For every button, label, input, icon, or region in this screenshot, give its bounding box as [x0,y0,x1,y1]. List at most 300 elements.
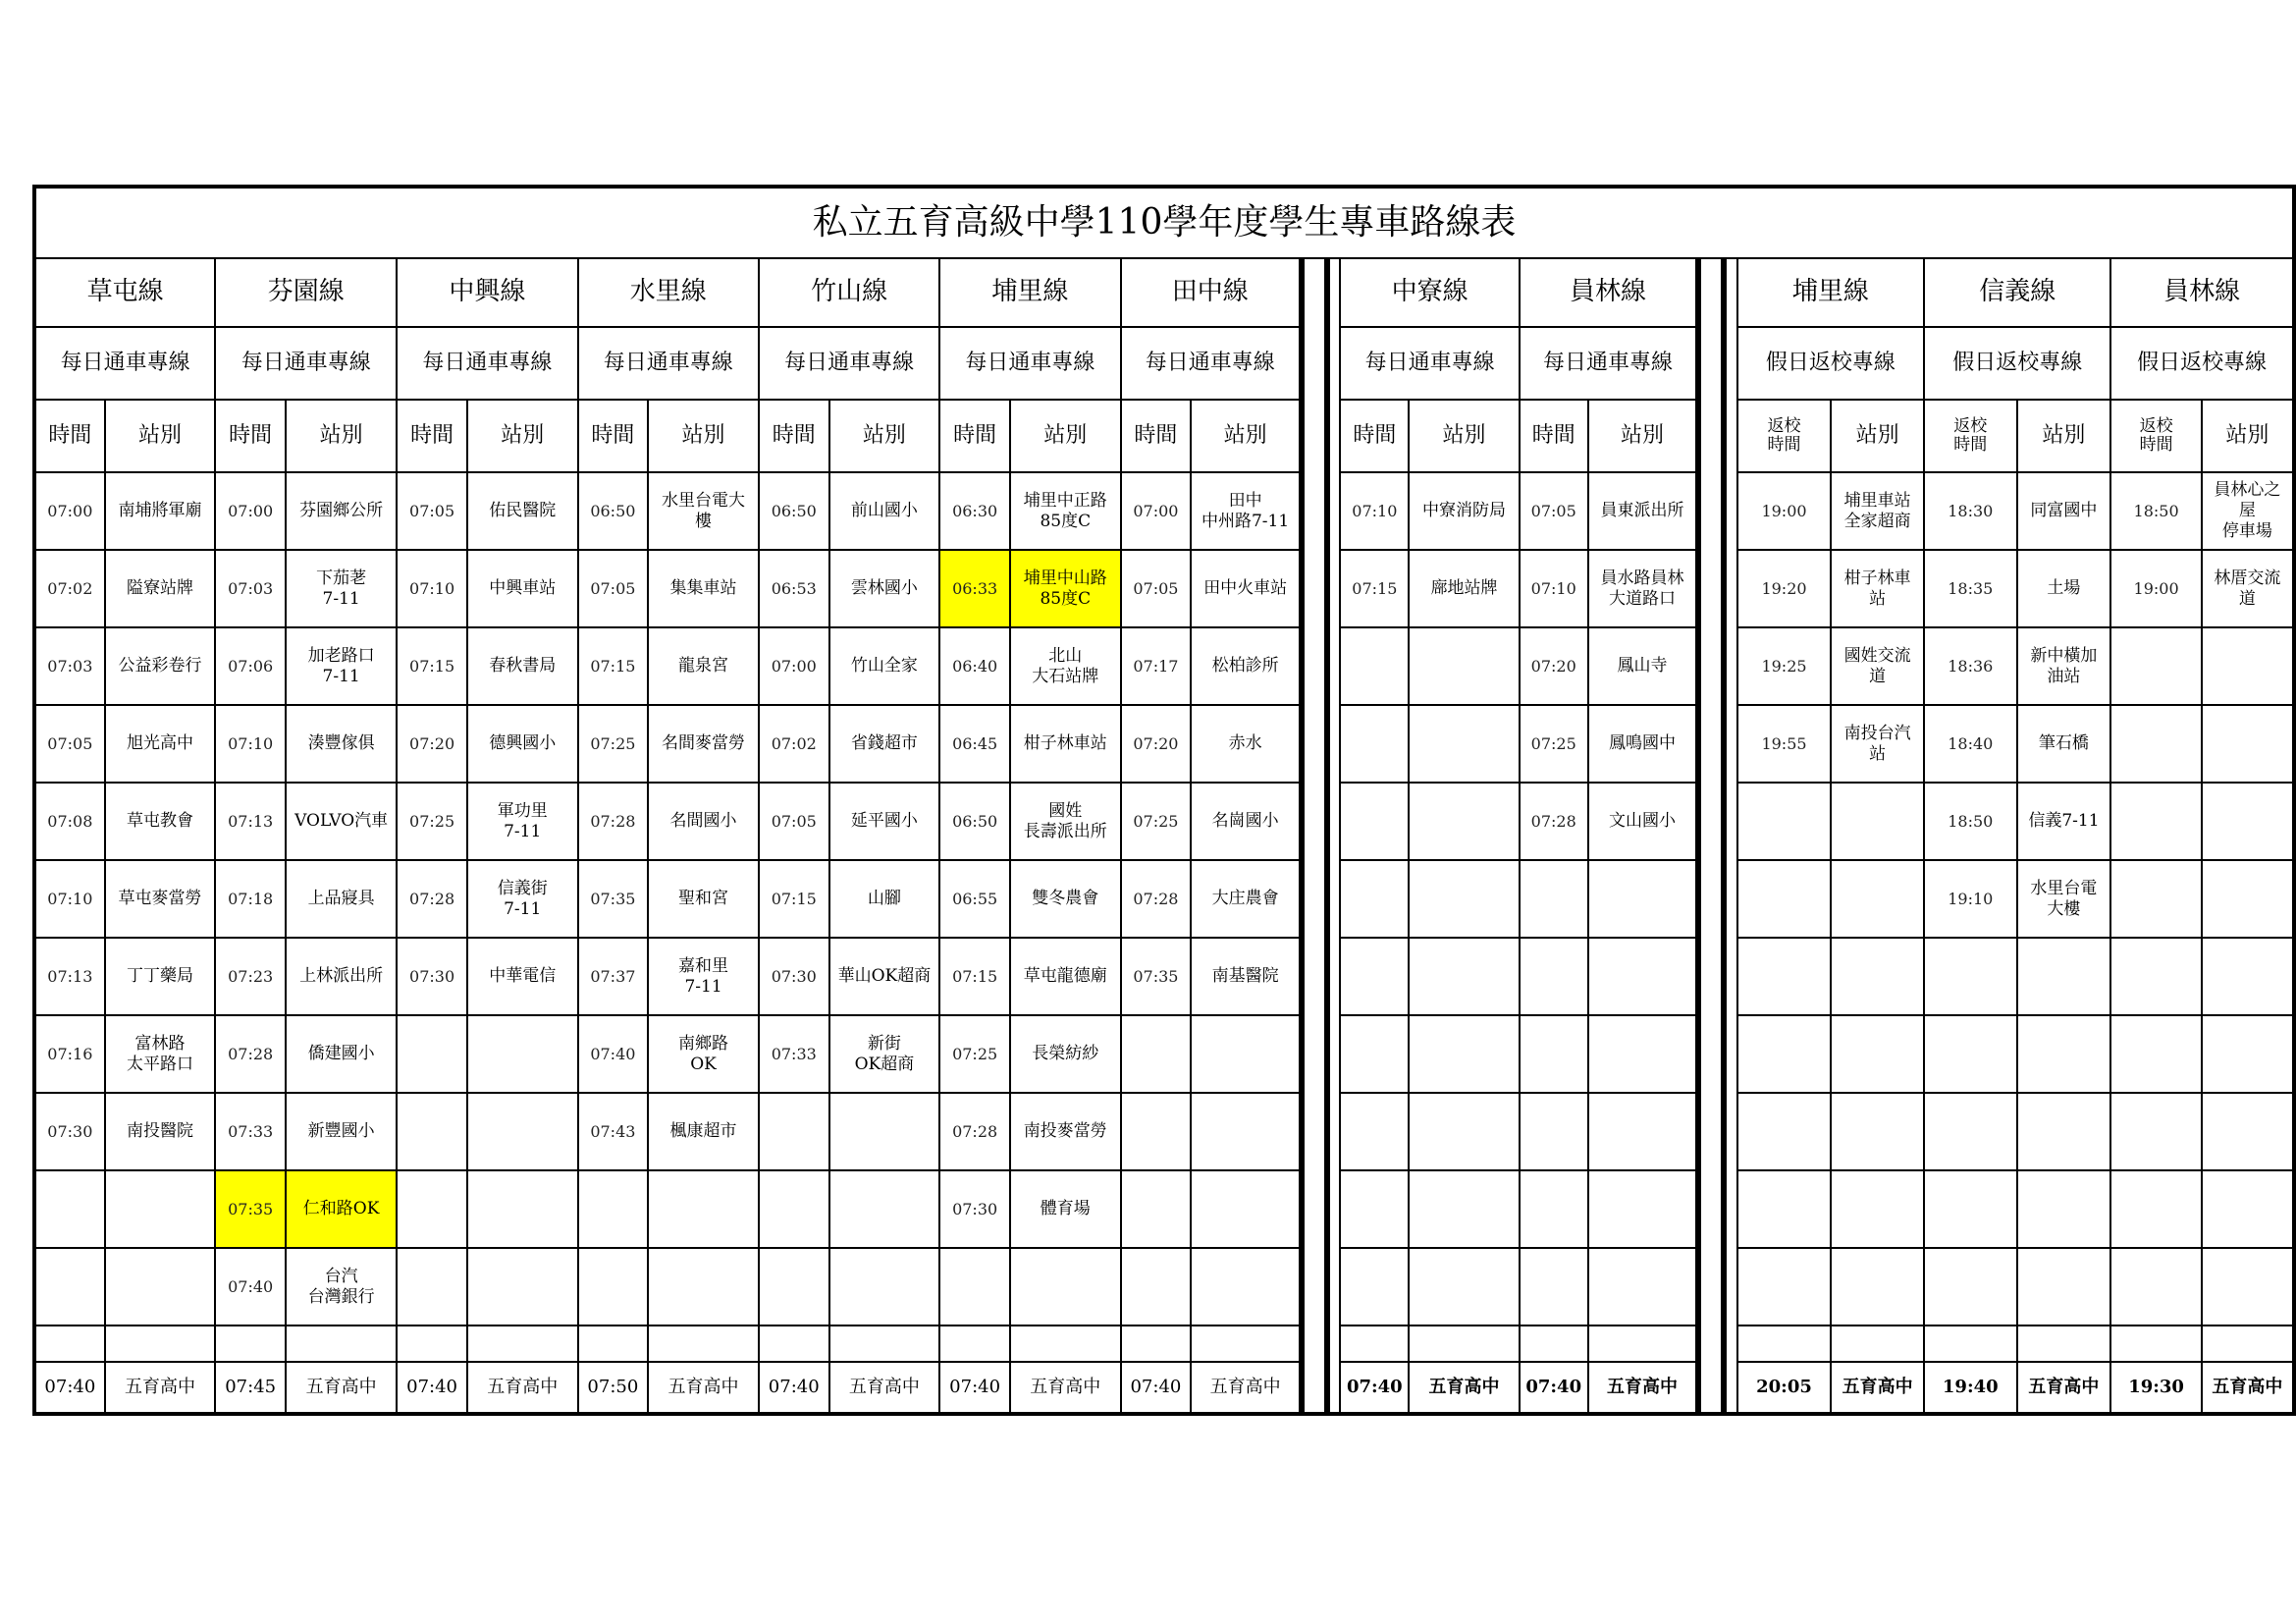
stop-name-line: 名間國小 [669,811,737,832]
stop-name-cell [1588,783,1699,860]
departure-time-cell [578,1170,649,1248]
stop-name-line: 隘寮站牌 [127,578,194,599]
stop-name-line: 員水路員林 [1600,568,1684,588]
route-name-row [34,258,2294,327]
stop-name-cell [105,1093,216,1170]
departure-time-cell: 18:30 [1924,472,2016,550]
stop-name-line: 山腳 [867,889,901,909]
schedule-row [34,627,2294,705]
departure-time-cell: 06:50 [759,472,829,550]
stop-name-cell [1588,550,1699,627]
stop-name-cell [1010,550,1121,627]
stop-name-cell [1010,705,1121,783]
stop-name-cell [467,627,578,705]
stop-name-line: 鳳鳴國中 [1608,733,1676,754]
stop-name-cell [2017,860,2111,938]
stop-name-line: 大樓 [2047,898,2081,919]
stop-name-cell [1409,550,1520,627]
schedule-row [34,550,2294,627]
route-name: 埔里線 [1737,258,1924,327]
stop-name-line: 員林心之 [2214,480,2281,501]
stop-name-line: 延平國小 [850,811,918,832]
stop-name-line: 仁和路OK [302,1199,380,1219]
stop-name-cell [286,705,397,783]
arrival-stop-cell: 五育高中 [1010,1362,1121,1414]
stop-name-line: 7-11 [504,898,542,919]
departure-time-cell [2110,1093,2201,1170]
time-column-header: 時間 [1340,400,1409,472]
stop-name-cell [1191,472,1302,550]
stop-name-line: 全家超商 [1843,511,1911,531]
stop-name-cell [2017,1170,2111,1248]
stop-name-cell [648,783,759,860]
stop-name-cell [2202,472,2294,550]
departure-time-cell: 07:10 [1520,550,1588,627]
departure-time-cell: 07:28 [397,860,467,938]
stop-name-line: 草屯龍德廟 [1023,966,1107,987]
stop-name-cell [1409,1248,1520,1325]
departure-time-cell: 18:50 [1924,783,2016,860]
stop-name-line: 道 [2238,588,2256,609]
stop-name-line: 龍泉宮 [678,656,729,676]
departure-time-cell: 19:25 [1737,627,1831,705]
stop-name-cell [1010,1170,1121,1248]
stop-name-line: 柑子林車站 [1023,733,1107,754]
stop-name-cell [286,1248,397,1325]
departure-time-cell [1520,1248,1588,1325]
stop-name-line: 信義街 [497,878,548,898]
departure-time-cell [1121,1015,1192,1093]
departure-time-cell [34,1248,105,1325]
stop-name-line: 鳳山寺 [1617,656,1668,676]
stop-name-line: 前山國小 [850,501,918,521]
arrival-time-cell: 07:40 [34,1362,105,1414]
route-type: 假日返校專線 [1737,327,1924,400]
stop-name-line: 草屯麥當勞 [118,889,202,909]
arrival-stop-cell: 五育高中 [1831,1362,1924,1414]
stop-name-line: 佑民醫院 [489,501,557,521]
stop-name-line: 長榮紡紗 [1032,1044,1099,1064]
stop-name-line: 筆石橋 [2038,733,2089,754]
stop-name-line: 新街 [867,1033,901,1054]
stop-name-cell [2017,627,2111,705]
route-type: 每日通車專線 [1121,327,1302,400]
page-title: 私立五育高級中學110學年度學生專車路線表 [34,187,2294,258]
return-time-header-line: 返校 [1953,416,1988,437]
departure-time-cell [1121,1093,1192,1170]
arrival-stop-cell: 五育高中 [1588,1362,1699,1414]
stop-name-cell [1010,472,1121,550]
stop-name-cell [2202,783,2294,860]
arrival-stop-cell: 五育高中 [829,1362,940,1414]
departure-time-cell: 07:37 [578,938,649,1015]
stop-name-line: 南埔將軍廟 [118,501,202,521]
departure-time-cell: 07:10 [34,860,105,938]
stop-name-cell [2202,1093,2294,1170]
departure-time-cell: 07:20 [1121,705,1192,783]
stop-name-cell [1831,550,1924,627]
route-name: 中寮線 [1340,258,1519,327]
departure-time-cell: 07:00 [34,472,105,550]
group-divider [1698,258,1724,1414]
arrival-stop-cell: 五育高中 [2017,1362,2111,1414]
stop-name-cell [1409,627,1520,705]
stop-name-cell [829,472,940,550]
stop-column-header: 站別 [1409,400,1520,472]
blank-cell [1121,1325,1192,1362]
stop-name-line: 大石站牌 [1032,666,1099,686]
stop-name-line: 土場 [2047,578,2081,599]
stop-name-cell [648,550,759,627]
return-time-header-line: 時間 [1767,435,1801,455]
departure-time-cell [2110,705,2201,783]
group-divider [1302,258,1327,1414]
stop-name-line: 站 [1869,743,1887,764]
departure-time-cell: 06:50 [578,472,649,550]
stop-column-header: 站別 [2017,400,2111,472]
route-type: 每日通車專線 [939,327,1120,400]
departure-time-cell [759,1093,829,1170]
stop-name-cell [1409,1093,1520,1170]
departure-time-cell: 07:28 [215,1015,286,1093]
stop-name-cell [1588,627,1699,705]
stop-name-cell [286,1170,397,1248]
stop-name-cell [829,938,940,1015]
departure-time-cell: 06:55 [939,860,1010,938]
route-type: 每日通車專線 [397,327,577,400]
departure-time-cell: 07:30 [34,1093,105,1170]
stop-name-cell [1409,1170,1520,1248]
stop-name-cell [1831,472,1924,550]
departure-time-cell [2110,627,2201,705]
departure-time-cell: 07:20 [397,705,467,783]
return-time-header-line: 返校 [2139,416,2173,437]
stop-name-cell [1191,1170,1302,1248]
schedule-row [34,1170,2294,1248]
departure-time-cell: 07:43 [578,1093,649,1170]
departure-time-cell [1340,1015,1409,1093]
stop-column-header: 站別 [1588,400,1699,472]
stop-column-header: 站別 [1191,400,1302,472]
route-name: 田中線 [1121,258,1302,327]
departure-time-cell [759,1170,829,1248]
blank-cell [829,1325,940,1362]
stop-name-cell [2017,783,2111,860]
stop-name-cell [286,1015,397,1093]
stop-name-line: 華山OK超商 [837,966,932,987]
departure-time-cell: 19:55 [1737,705,1831,783]
stop-name-line: 國姓交流 [1843,645,1911,666]
arrival-stop-cell: 五育高中 [648,1362,759,1414]
stop-name-cell [1831,627,1924,705]
time-column-header: 時間 [939,400,1010,472]
departure-time-cell: 07:23 [215,938,286,1015]
stop-name-cell [648,1015,759,1093]
departure-time-cell: 19:00 [1737,472,1831,550]
stop-name-line: 中州路7-11 [1201,511,1290,531]
stop-name-cell [1010,783,1121,860]
schedule-row [34,860,2294,938]
departure-time-cell: 06:30 [939,472,1010,550]
stop-column-header: 站別 [105,400,216,472]
stop-name-line: OK超商 [854,1054,915,1074]
stop-name-cell [648,1248,759,1325]
stop-name-cell [829,705,940,783]
route-name: 水里線 [578,258,759,327]
departure-time-cell: 07:25 [578,705,649,783]
stop-name-cell [2017,472,2111,550]
departure-time-cell: 07:35 [578,860,649,938]
stop-name-cell [2202,860,2294,938]
blank-cell [215,1325,286,1362]
departure-time-cell: 07:13 [34,938,105,1015]
arrival-stop-cell: 五育高中 [105,1362,216,1414]
departure-time-cell [1924,1015,2016,1093]
stop-name-cell [2202,627,2294,705]
departure-time-cell [1924,1170,2016,1248]
departure-time-cell [1520,1170,1588,1248]
departure-time-cell: 07:00 [215,472,286,550]
departure-time-cell: 07:33 [759,1015,829,1093]
departure-time-cell: 07:40 [578,1015,649,1093]
stop-name-cell [1831,1093,1924,1170]
stop-name-line: 樓 [695,511,713,531]
departure-time-cell [397,1170,467,1248]
arrival-time-cell: 20:05 [1737,1362,1831,1414]
departure-time-cell [1520,1093,1588,1170]
departure-time-cell: 07:05 [34,705,105,783]
stop-name-cell [105,1248,216,1325]
departure-time-cell: 18:50 [2110,472,2201,550]
stop-name-cell [1588,1248,1699,1325]
stop-name-cell [1010,1093,1121,1170]
stop-name-line: 南投麥當勞 [1023,1121,1107,1142]
blank-row [34,1325,2294,1362]
stop-name-cell [829,1170,940,1248]
stop-name-line: 省錢超市 [850,733,918,754]
departure-time-cell: 06:50 [939,783,1010,860]
route-name: 竹山線 [759,258,939,327]
stop-name-line: 雲林國小 [850,578,918,599]
stop-name-cell [1191,938,1302,1015]
stop-name-cell [2202,550,2294,627]
stop-name-line: 春秋書局 [489,656,557,676]
route-type: 每日通車專線 [578,327,759,400]
departure-time-cell: 07:03 [215,550,286,627]
stop-name-cell [1588,705,1699,783]
stop-name-line: 7-11 [322,588,360,609]
time-column-header: 時間 [34,400,105,472]
stop-name-line: 富林路 [134,1033,186,1054]
departure-time-cell: 07:18 [215,860,286,938]
departure-time-cell: 07:20 [1520,627,1588,705]
departure-time-cell: 19:20 [1737,550,1831,627]
departure-time-cell [1340,860,1409,938]
stop-name-cell [1191,1093,1302,1170]
stop-name-cell [2202,1248,2294,1325]
stop-name-line: 中華電信 [489,966,557,987]
arrival-stop-cell: 五育高中 [2202,1362,2294,1414]
departure-time-cell: 07:16 [34,1015,105,1093]
stop-name-line: 85度C [1040,588,1092,609]
departure-time-cell [1520,938,1588,1015]
departure-time-cell [759,1248,829,1325]
departure-time-cell: 19:10 [1924,860,2016,938]
arrival-time-cell: 07:40 [1520,1362,1588,1414]
departure-time-cell: 06:53 [759,550,829,627]
stop-name-cell [286,860,397,938]
stop-name-cell [467,705,578,783]
departure-time-cell: 07:02 [759,705,829,783]
departure-time-cell: 07:28 [1121,860,1192,938]
departure-time-cell [1340,783,1409,860]
stop-name-line: 屋 [2238,501,2256,521]
arrival-time-cell: 07:50 [578,1362,649,1414]
time-column-header: 時間 [397,400,467,472]
departure-time-cell: 06:33 [939,550,1010,627]
stop-name-cell [286,1093,397,1170]
arrival-time-cell: 07:40 [759,1362,829,1414]
time-column-header: 時間 [1121,400,1192,472]
departure-time-cell: 07:17 [1121,627,1192,705]
blank-cell [2202,1325,2294,1362]
stop-name-line: 水里台電 [2030,878,2098,898]
blank-cell [2110,1325,2201,1362]
stop-name-line: 道 [1869,666,1887,686]
departure-time-cell: 07:15 [578,627,649,705]
stop-name-cell [1010,1248,1121,1325]
stop-name-line: OK [690,1054,717,1074]
departure-time-cell [1340,1248,1409,1325]
stop-name-cell [467,550,578,627]
departure-time-cell: 07:15 [759,860,829,938]
stop-name-line: 加老路口 [307,645,375,666]
stop-name-line: 林厝交流 [2214,568,2281,588]
stop-name-cell [1409,1015,1520,1093]
departure-time-cell [397,1015,467,1093]
stop-name-cell [105,860,216,938]
departure-time-cell: 07:05 [397,472,467,550]
stop-name-cell [286,938,397,1015]
stop-name-cell [1409,860,1520,938]
stop-name-cell [286,472,397,550]
stop-name-cell [105,550,216,627]
stop-name-cell [1831,1170,1924,1248]
departure-time-cell [1924,1093,2016,1170]
column-header-row [34,400,2294,472]
departure-time-cell: 07:13 [215,783,286,860]
schedule-row [34,938,2294,1015]
stop-name-cell [648,705,759,783]
departure-time-cell [1340,627,1409,705]
blank-cell [105,1325,216,1362]
departure-time-cell: 07:02 [34,550,105,627]
stop-name-cell [2017,1093,2111,1170]
departure-time-cell: 07:08 [34,783,105,860]
stop-name-line: 中寮消防局 [1422,501,1507,521]
blank-cell [2017,1325,2111,1362]
blank-cell [578,1325,649,1362]
stop-name-cell [467,1093,578,1170]
arrival-time-cell: 07:40 [1121,1362,1192,1414]
route-name: 中興線 [397,258,577,327]
departure-time-cell: 07:03 [34,627,105,705]
departure-time-cell: 07:28 [1520,783,1588,860]
departure-time-cell: 18:40 [1924,705,2016,783]
schedule-row [34,1093,2294,1170]
stop-name-cell [2017,1015,2111,1093]
blank-cell [34,1325,105,1362]
route-table-sheet [32,185,2296,1416]
stop-name-cell [829,1248,940,1325]
stop-name-cell [648,472,759,550]
stop-name-cell [1409,938,1520,1015]
departure-time-cell: 06:45 [939,705,1010,783]
return-time-header-line: 時間 [1953,435,1988,455]
departure-time-cell [939,1248,1010,1325]
stop-name-cell [829,627,940,705]
departure-time-cell [2110,1015,2201,1093]
stop-name-line: 下茄荖 [316,568,367,588]
departure-time-cell: 18:36 [1924,627,2016,705]
blank-cell [1588,1325,1699,1362]
departure-time-cell [1121,1248,1192,1325]
route-name: 芬園線 [215,258,397,327]
stop-name-cell [1588,860,1699,938]
departure-time-cell [2110,783,2201,860]
blank-cell [1831,1325,1924,1362]
route-type: 每日通車專線 [1340,327,1519,400]
arrival-stop-cell: 五育高中 [1191,1362,1302,1414]
stop-name-cell [1409,472,1520,550]
departure-time-cell [1737,860,1831,938]
stop-name-cell [1010,860,1121,938]
departure-time-cell [1924,1248,2016,1325]
stop-name-line: 雙冬農會 [1032,889,1099,909]
departure-time-cell [1520,1015,1588,1093]
arrival-stop-cell: 五育高中 [286,1362,397,1414]
departure-time-cell: 07:33 [215,1093,286,1170]
stop-name-cell [105,938,216,1015]
stop-name-line: 德興國小 [489,733,557,754]
stop-name-line: 廍地站牌 [1430,578,1498,599]
stop-name-cell [467,938,578,1015]
stop-name-cell [1831,705,1924,783]
departure-time-cell [1737,1248,1831,1325]
stop-name-cell [1588,938,1699,1015]
stop-name-cell [105,783,216,860]
stop-name-cell [648,627,759,705]
stop-name-line: 丁丁藥局 [127,966,194,987]
stop-name-line: 85度C [1040,511,1092,531]
departure-time-cell: 19:00 [2110,550,2201,627]
stop-name-cell [2017,550,2111,627]
departure-time-cell: 07:05 [1520,472,1588,550]
departure-time-cell: 07:10 [215,705,286,783]
stop-name-line: 北山 [1048,645,1083,666]
stop-column-header: 站別 [648,400,759,472]
stop-name-cell [2202,705,2294,783]
departure-time-cell [1520,860,1588,938]
arrival-time-cell: 19:40 [1924,1362,2016,1414]
route-type: 每日通車專線 [34,327,215,400]
stop-column-header: 站別 [1831,400,1924,472]
stop-name-line: 竹山全家 [850,656,918,676]
stop-name-cell [105,705,216,783]
stop-name-line: 赤水 [1228,733,1262,754]
departure-time-cell [2110,860,2201,938]
stop-name-line: VOLVO汽車 [294,811,389,832]
